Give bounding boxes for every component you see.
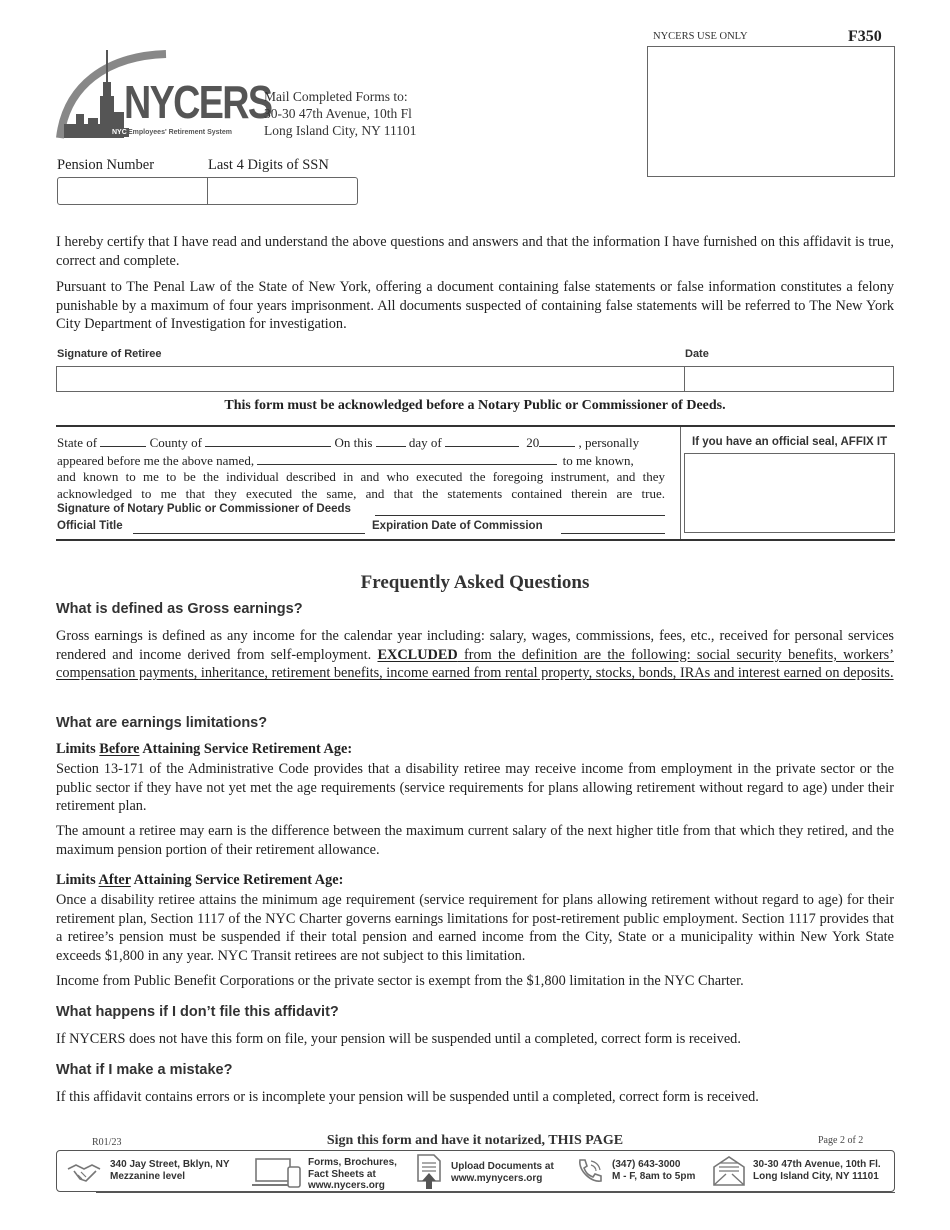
footer-line: M - F, 8am to 5pm xyxy=(612,1170,696,1182)
state-of-label: State of xyxy=(57,435,98,450)
county-of-label: County of xyxy=(149,435,202,450)
certify-paragraph: I hereby certify that I have read and understand the above questions and answers and that the information I have furnished on this affidavit is true, correct and complete. xyxy=(56,234,894,269)
limits-after-paragraph-1: Once a disability retiree attains the minimum age requirement (service requirement for plans allowing retirement without regard to age) for their retirement plan, Section 1117 of the NYC Charter governs earnings limitations for post-retirement public employment. Section 1117 provides that a retiree’s pension must be suspended if their total pension and earned income from the City, State or a municipality within New York State exceeds $1,800 in any year. NYC Transit retirees are not subject to this limitation. xyxy=(56,892,894,964)
nycers-logo xyxy=(56,46,272,144)
faq-q1-answer xyxy=(56,627,894,683)
seal-box xyxy=(684,453,895,533)
notary-top-rule xyxy=(56,425,895,427)
footer-line[interactable]: www.nycers.org xyxy=(308,1180,385,1191)
seal-label: If you have an official seal, AFFIX IT xyxy=(692,436,888,448)
devices-icon xyxy=(252,1155,302,1189)
year-field[interactable] xyxy=(539,434,575,447)
penal-law-paragraph: Pursuant to The Penal Law of the State of New York, offering a document containing false statements or false information constitutes a felony punishable by a maximum of four years imprisonment. All documents suspected of containing false statements will be referred to The New York City Department of Investigation for investigation. xyxy=(56,279,894,332)
footer-line: Mezzanine level xyxy=(110,1170,186,1182)
upload-document-icon xyxy=(414,1153,444,1191)
limits-after-paragraph-2: Income from Public Benefit Corporations or the private sector is exempt from the $1,800 limitation in the NYC Charter. xyxy=(56,973,744,989)
day-of-label: day of xyxy=(408,435,442,450)
official-title-label: Official Title xyxy=(57,520,123,532)
footer-line: 340 Jay Street, Bklyn, NY xyxy=(110,1159,230,1170)
logo-subtitle: Employees' Retirement System xyxy=(128,129,232,136)
faq-q2-heading: What are earnings limitations? xyxy=(56,715,268,731)
on-this-label: On this xyxy=(334,435,373,450)
expiration-label: Expiration Date of Commission xyxy=(372,520,543,532)
limits-before-heading xyxy=(56,741,352,758)
official-title-line[interactable] xyxy=(133,533,365,534)
after-word: After xyxy=(98,872,131,888)
nycers-use-only-box xyxy=(647,46,895,177)
phone-icon xyxy=(574,1157,604,1187)
pension-number-field[interactable] xyxy=(57,177,208,205)
date-field[interactable] xyxy=(684,366,894,392)
notary-line-4: acknowledged to me that they executed the same, and that the statements contained therein are true. xyxy=(57,485,665,501)
faq-q3-heading: What happens if I don’t file this affidavit? xyxy=(56,1004,339,1020)
limits-word: Limits xyxy=(56,872,96,888)
mail-line: Mail Completed Forms to: xyxy=(264,89,408,104)
year-prefix: 20 xyxy=(526,435,540,450)
faq-q3-answer: If NYCERS does not have this form on file, your pension will be suspended until a completed, correct form is received. xyxy=(56,1031,741,1047)
month-field[interactable] xyxy=(445,434,519,447)
limits-before-paragraph-2: The amount a retiree may earn is the difference between the maximum current salary of the next higher title from that which they retired, and the maximum pension portion of their retirement allowance. xyxy=(56,823,894,858)
footer-line[interactable]: (347) 643-3000 xyxy=(612,1159,681,1170)
to-me-known-label: to me known, xyxy=(562,452,634,468)
mail-address xyxy=(264,88,417,139)
appeared-label: appeared before me the above named, xyxy=(57,452,255,468)
state-of-field[interactable] xyxy=(100,434,146,447)
limits-before-paragraph-1: Section 13-171 of the Administrative Code provides that a disability retiree may receive income from employment in the private sector or the public sector if they have not yet met the age requirements (service requirements for plans allowing retirement without regard to age) under their retirement plan. xyxy=(56,761,894,814)
notary-line-3: and known to me to be the individual described in and who executed the foregoing instrument, and they xyxy=(57,469,665,484)
ssn-label: Last 4 Digits of SSN xyxy=(208,157,329,173)
faq-q4-heading: What if I make a mistake? xyxy=(56,1062,233,1078)
gross-earnings-definition: Gross earnings is defined as any income for the calendar year including: salary, wages, commissions, fees, etc., received for personal services rendered and income derived from self-employment. xyxy=(56,628,894,663)
footer-line: Upload Documents at xyxy=(451,1161,554,1172)
footer-line[interactable]: www.mynycers.org xyxy=(451,1172,543,1184)
personally-label: , personally xyxy=(578,435,640,450)
appeared-name-field[interactable] xyxy=(257,452,557,465)
notary-signature-label: Signature of Notary Public or Commissioner of Deeds xyxy=(57,503,351,515)
date-label: Date xyxy=(685,348,709,360)
pension-number-label: Pension Number xyxy=(57,157,155,173)
notary-statement xyxy=(57,434,665,502)
notary-column-divider xyxy=(680,427,681,539)
day-field[interactable] xyxy=(376,434,406,447)
excluded-word: EXCLUDED xyxy=(377,646,458,663)
retirement-age-phrase: Attaining Service Retirement Age: xyxy=(133,872,344,888)
notary-signature-line[interactable] xyxy=(375,515,665,516)
logo-wordmark: NYCERS xyxy=(124,76,272,128)
logo-badge: NYC xyxy=(112,129,127,136)
mail-line: 30-30 47th Avenue, 10th Fl xyxy=(264,106,412,121)
excluded-list: from the definition are the following: social security benefits, workers’ compensation payments, inheritance, retirement benefits, income earned from rental property, stocks, bonds, IRAs and interest earned on deposits. xyxy=(56,646,894,681)
faq-q4-answer: If this affidavit contains errors or is incomplete your pension will be suspended until a completed, correct form is received. xyxy=(56,1089,759,1105)
expiration-line[interactable] xyxy=(561,533,665,534)
faq-title: Frequently Asked Questions xyxy=(360,572,590,593)
revision-code: R01/23 xyxy=(92,1137,122,1148)
ssn-field[interactable] xyxy=(207,177,358,205)
page-number: Page 2 of 2 xyxy=(818,1135,864,1146)
use-only-label: NYCERS USE ONLY xyxy=(653,31,748,42)
before-word: Before xyxy=(99,741,140,757)
signature-label: Signature of Retiree xyxy=(57,348,162,360)
form-code: F350 xyxy=(848,28,882,45)
limits-word: Limits xyxy=(56,741,96,757)
notary-banner: This form must be acknowledged before a Notary Public or Commissioner of Deeds. xyxy=(224,398,726,413)
notary-bottom-rule xyxy=(56,539,895,541)
footer-line: Fact Sheets at xyxy=(308,1168,376,1180)
faq-q1-heading: What is defined as Gross earnings? xyxy=(56,601,303,617)
retiree-signature-field[interactable] xyxy=(56,366,685,392)
footer-line: Long Island City, NY 11101 xyxy=(753,1170,879,1182)
retirement-age-phrase: Attaining Service Retirement Age: xyxy=(142,741,353,757)
mail-line: Long Island City, NY 11101 xyxy=(264,123,417,138)
limits-after-heading xyxy=(56,872,343,889)
footer-line: Forms, Brochures, xyxy=(308,1157,397,1168)
envelope-icon xyxy=(711,1155,747,1187)
footer-instruction: Sign this form and have it notarized, THIS PAGE xyxy=(326,1133,624,1148)
footer-line: 30-30 47th Avenue, 10th Fl. xyxy=(753,1159,881,1170)
county-of-field[interactable] xyxy=(205,434,331,447)
handshake-icon xyxy=(66,1157,102,1187)
footer-underline xyxy=(96,1192,895,1193)
